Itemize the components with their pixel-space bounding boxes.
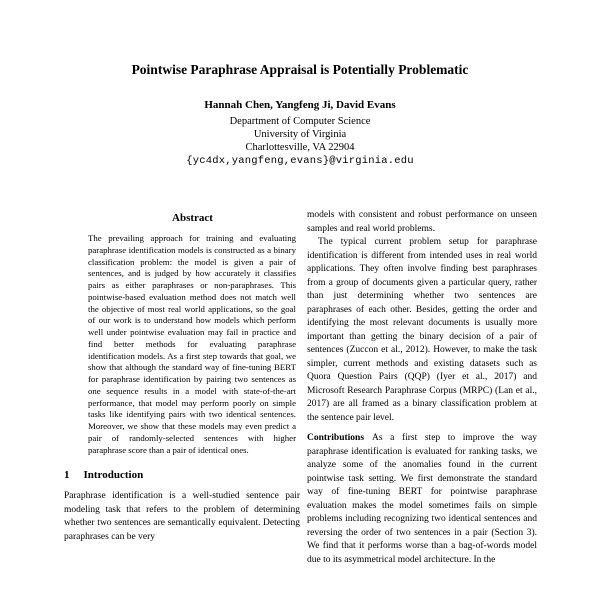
affiliation-university: University of Virginia — [253, 129, 347, 141]
contributions-paragraph — [307, 432, 537, 567]
contributions-label: Contributions — [307, 433, 365, 443]
contributions-text: As a first step to improve the way paraphrase identification is evaluated for ranking tasks, we analyze some of the anomalies found in the current pointwise task setting. We first demonstrate the standard way of fine-tuning BERT for pointwise paraphrase evaluation makes the model sometimes fails on simple problems including recognizing two identical sentences and reversing the order of two sentences in a pair (Section 3). We find that it performs worse than a bag-of-words model due to its asymmetrical model architecture. In the — [307, 433, 537, 565]
left-column — [64, 212, 300, 544]
introduction-paragraph: Paraphrase identification is a well-studied sentence pair modeling task that refers to the problem of determining whether two sentences are semantically equivalent. Detecting paraphrases can be very — [64, 491, 300, 542]
section-number: 1 — [64, 469, 70, 482]
right-column-paragraph-1: models with consistent and robust performance on unseen samples and real world problems. — [307, 210, 537, 234]
abstract-heading: Abstract — [172, 212, 213, 224]
section-heading-introduction — [64, 469, 300, 481]
affiliation-department: Department of Computer Science — [229, 116, 371, 127]
author-block — [0, 99, 600, 168]
abstract-text: The prevailing approach for training and evaluating paraphrase identification models is constructed as a binary classification problem: the model is given a pair of sentences, and is judged by how accurately it classifies pairs as either paraphrases or non-paraphrases. This pointwise-based evaluation method does not match well the objective of most real world applications, so the goal of our work is to understand how models which perform well under pointwise evaluation may fail in practice and find better methods for evaluating paraphrase identification models. As a first step towards that goal, we show that although the standard way of fine-tuning BERT for paraphrase identification by pairing two sentences as one sequence results in a model with state-of-the-art performance, that model may perform poorly on simple tasks like identifying pairs with two identical sentences. Moreover, we show that these models may even predict a pair of randomly-selected sentences with higher paraphrase score than a pair of identical ones. — [88, 233, 296, 455]
author-names: Hannah Chen, Yangfeng Ji, David Evans — [204, 99, 396, 111]
right-column — [307, 209, 537, 567]
paper-title: Pointwise Paraphrase Appraisal is Potentially Problematic — [131, 62, 469, 77]
section-title: Introduction — [83, 469, 144, 482]
author-emails: {yc4dx,yangfeng,evans}@virginia.edu — [186, 154, 414, 167]
affiliation-address: Charlottesville, VA 22904 — [245, 142, 355, 154]
right-column-paragraph-2: The typical current problem setup for paraphrase identification is different from intended uses in real world applications. They often involve finding best paraphrases from a group of documents given a particular query, rather than just determining whether two sentences are paraphrases of each other. Besides, getting the order and identifying the most relevant documents is usually more important than getting the binary decision of a pair of sentences (Zuccon et al., 2012). However, to make the task simpler, current methods and existing datasets such as Quora Question Pairs (QQP) (Iyer et al., 2017) and Microsoft Research Paraphrase Corpus (MRPC) (Lan et al., 2017) are all framed as a binary classification problem at the sentence pair level. — [307, 237, 537, 423]
